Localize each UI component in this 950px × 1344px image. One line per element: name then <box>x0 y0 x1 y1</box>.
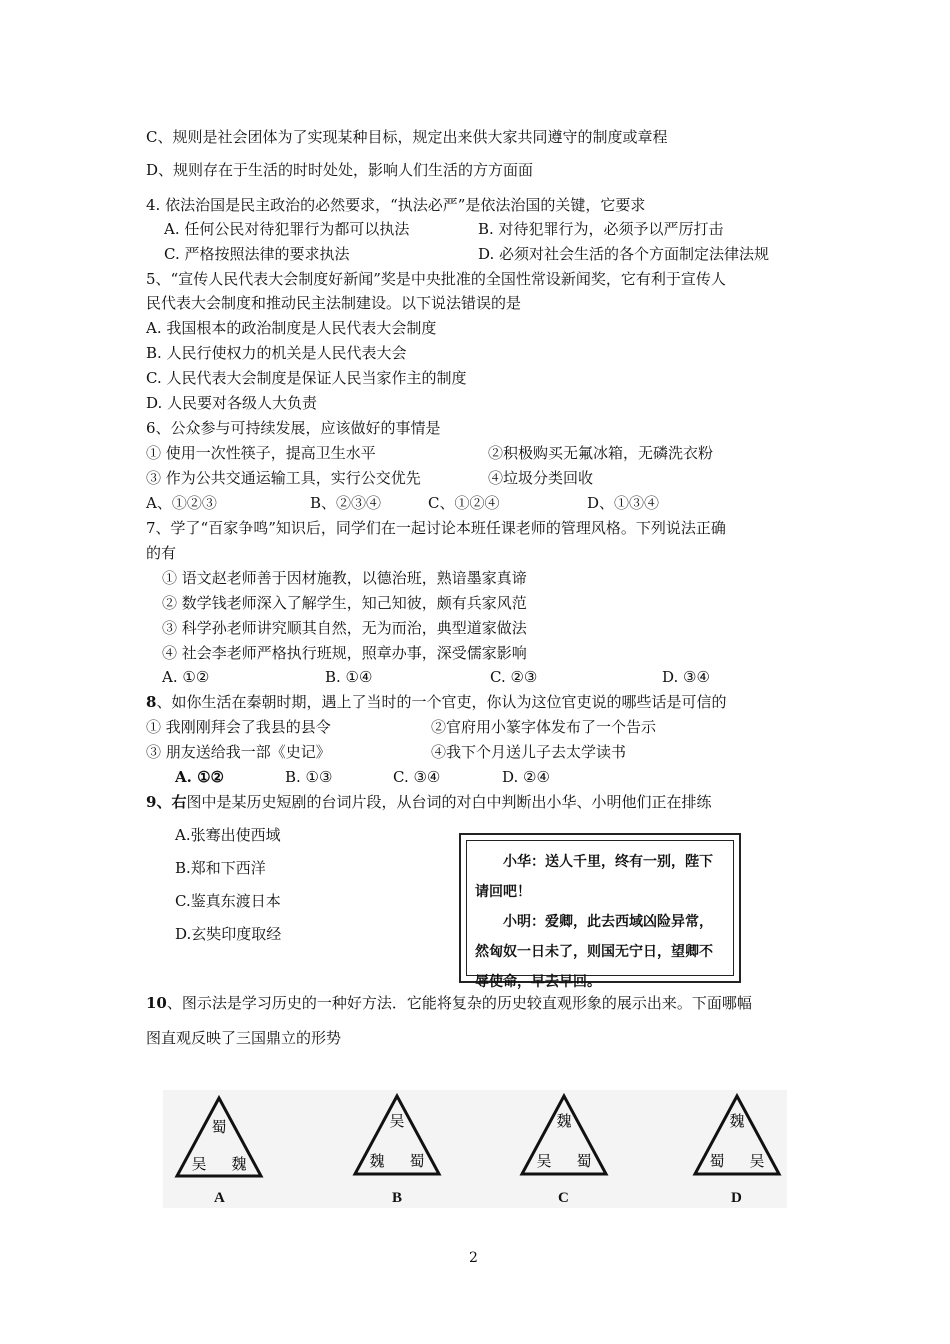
tri-a-top: 蜀 <box>211 1118 227 1136</box>
q7-item-1: ① 语文赵老师善于因材施教，以德治班，熟谙墨家真谛 <box>162 569 527 587</box>
tri-a-right: 魏 <box>231 1155 247 1173</box>
tri-b-label: B <box>392 1190 403 1206</box>
tri-b-left: 魏 <box>369 1152 385 1170</box>
q5-option-b: B. 人民行使权力的机关是人民代表大会 <box>146 344 407 362</box>
q6-option-a: A、①②③ <box>146 494 217 512</box>
dialog-xiaohua: 小华：送人千里，终有一别，陛下请回吧！ <box>475 854 713 900</box>
q4-option-a: A. 任何公民对待犯罪行为都可以执法 <box>164 220 410 238</box>
question-7-line2: 的有 <box>146 544 177 562</box>
q9-option-d: D.玄奘印度取经 <box>175 925 282 943</box>
q9-number: 9 <box>146 793 157 811</box>
q7-option-c: C. ②③ <box>490 668 538 686</box>
q9-right-word: 、右 <box>156 793 187 811</box>
q6-option-d: D、①③④ <box>587 494 660 512</box>
q9-option-a: A.张骞出使西域 <box>175 826 281 844</box>
tri-b-right: 蜀 <box>409 1152 425 1170</box>
q8-option-a: A. ①② <box>175 768 224 786</box>
q8-text: 、如你生活在秦朝时期，遇上了当时的一个官吏，你认为这位官吏说的哪些话是可信的 <box>156 693 727 711</box>
question-8 <box>146 691 726 713</box>
question-10-line2: 图直观反映了三国鼎立的形势 <box>146 1029 342 1047</box>
three-kingdoms-figure-svg <box>163 1090 787 1208</box>
q9-text: 图中是某历史短剧的台词片段，从台词的对白中判断出小华、小明他们正在排练 <box>186 793 712 811</box>
q5-option-c: C. 人民代表大会制度是保证人民当家作主的制度 <box>146 369 467 387</box>
tri-d-right: 吴 <box>749 1152 765 1170</box>
question-4: 4. 依法治国是民主政治的必然要求，“执法必严”是依法治国的关键，它要求 <box>146 196 646 214</box>
q6-item-4: ④垃圾分类回收 <box>488 469 594 487</box>
question-9 <box>146 791 711 813</box>
tri-c-left: 吴 <box>536 1152 552 1170</box>
question-5-line2: 民代表大会制度和推动民主法制建设。以下说法错误的是 <box>146 294 522 312</box>
q10-text: 、图示法是学习历史的一种好方法．它能将复杂的历史较直观形象的展示出来。下面哪幅 <box>166 994 752 1012</box>
q4-option-d: D. 必须对社会生活的各个方面制定法律法规 <box>478 245 770 263</box>
q7-item-3: ③ 科学孙老师讲究顺其自然，无为而治，典型道家做法 <box>162 619 527 637</box>
q7-option-a: A. ①② <box>162 668 210 686</box>
option-c-rule: C、规则是社会团体为了实现某种目标，规定出来供大家共同遵守的制度或章程 <box>146 128 668 146</box>
q7-item-2: ② 数学钱老师深入了解学生，知己知彼，颇有兵家风范 <box>162 594 527 612</box>
q6-option-c: C、①②④ <box>428 494 500 512</box>
q8-item-3: ③ 朋友送给我一部《史记》 <box>146 743 331 761</box>
q6-item-2: ②积极购买无氟冰箱，无磷洗衣粉 <box>488 444 714 462</box>
question-5-line1: 5、“宣传人民代表大会制度好新闻”奖是中央批准的全国性常设新闻奖，它有利于宣传人 <box>146 270 726 288</box>
three-kingdoms-figure <box>163 1090 787 1208</box>
question-6: 6、公众参与可持续发展，应该做好的事情是 <box>146 419 441 437</box>
tri-d-left: 蜀 <box>709 1152 725 1170</box>
q8-item-2: ②官府用小篆字体发布了一个告示 <box>431 718 657 736</box>
page-number: 2 <box>469 1250 478 1266</box>
q6-option-b: B、②③④ <box>310 494 382 512</box>
q6-item-1: ① 使用一次性筷子，提高卫生水平 <box>146 444 376 462</box>
q4-option-b: B. 对待犯罪行为，必须予以严厉打击 <box>478 220 724 238</box>
tri-a-left: 吴 <box>191 1155 207 1173</box>
dialog-xiaoming: 小明：爱卿，此去西域凶险异常，然匈奴一日未了，则国无宁日，望卿不辱使命，早去早回。 <box>475 914 713 990</box>
option-d-rule: D、规则存在于生活的时时处处，影响人们生活的方方面面 <box>146 161 534 179</box>
tri-c-label: C <box>558 1190 569 1206</box>
tri-c-top: 魏 <box>556 1112 572 1130</box>
q9-option-b: B.郑和下西洋 <box>175 859 266 877</box>
script-dialog-box <box>459 833 741 990</box>
tri-a-label: A <box>214 1190 225 1206</box>
tri-d-label: D <box>731 1190 742 1206</box>
q7-item-4: ④ 社会李老师严格执行班规，照章办事，深受儒家影响 <box>162 644 527 662</box>
figure-background <box>163 1090 787 1208</box>
q8-option-d: D. ②④ <box>502 768 550 786</box>
q5-option-a: A. 我国根本的政治制度是人民代表大会制度 <box>146 319 437 337</box>
q8-option-b: B. ①③ <box>285 768 333 786</box>
q7-option-d: D. ③④ <box>662 668 710 686</box>
tri-b-top: 吴 <box>389 1112 405 1130</box>
q5-option-d: D. 人民要对各级人大负责 <box>146 394 318 412</box>
question-10-line1 <box>146 992 752 1014</box>
q8-item-1: ① 我刚刚拜会了我县的县令 <box>146 718 331 736</box>
q10-number: 10 <box>146 994 167 1012</box>
q4-option-c: C. 严格按照法律的要求执法 <box>164 245 350 263</box>
q9-option-c: C.鉴真东渡日本 <box>175 892 281 910</box>
q6-item-3: ③ 作为公共交通运输工具，实行公交优先 <box>146 469 421 487</box>
q8-item-4: ④我下个月送儿子去太学读书 <box>431 743 627 761</box>
script-dialog-inner <box>466 840 734 990</box>
q8-option-c: C. ③④ <box>393 768 441 786</box>
tri-d-top: 魏 <box>729 1112 745 1130</box>
question-7-line1: 7、学了“百家争鸣”知识后，同学们在一起讨论本班任课老师的管理风格。下列说法正确 <box>146 519 726 537</box>
q7-option-b: B. ①④ <box>325 668 373 686</box>
q8-number: 8 <box>146 693 157 711</box>
tri-c-right: 蜀 <box>576 1152 592 1170</box>
